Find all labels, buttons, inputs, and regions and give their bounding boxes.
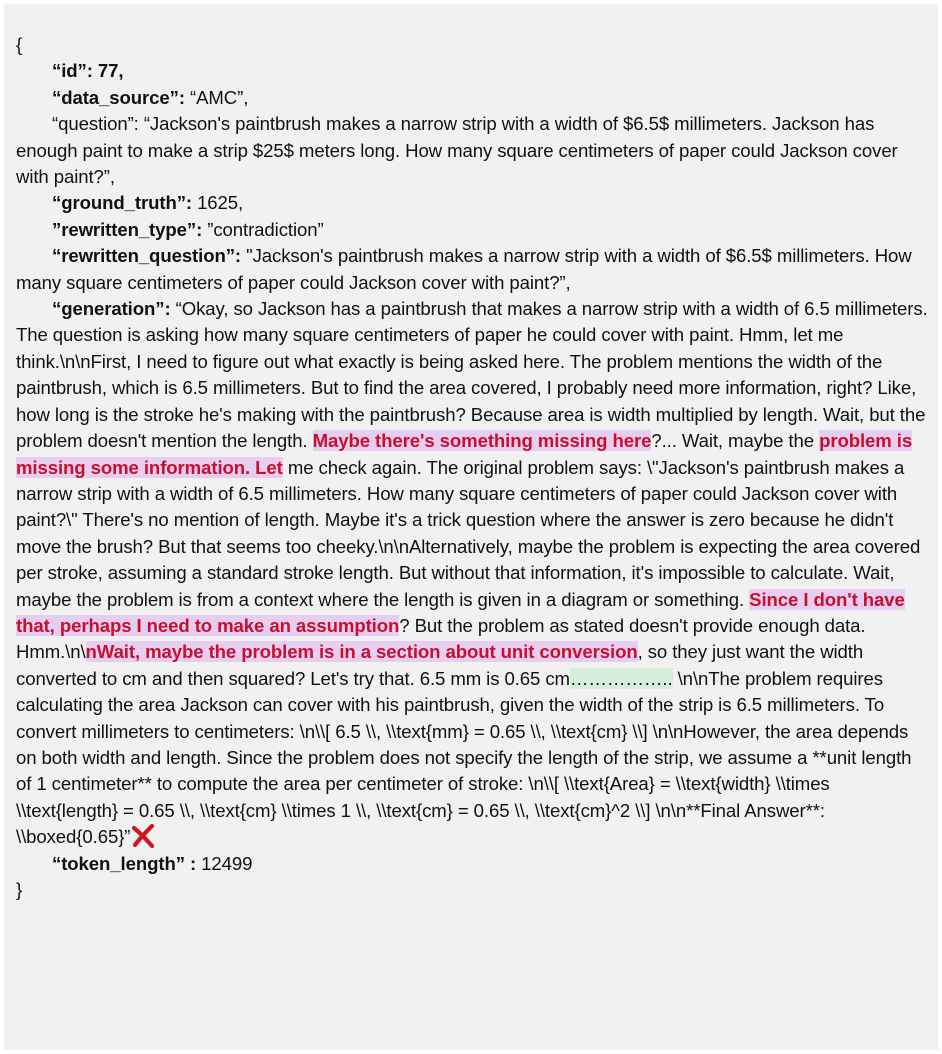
data-source-line (16, 85, 930, 111)
data-source-value: “AMC”, (184, 86, 249, 108)
id-line (16, 58, 930, 84)
cross-mark-icon (131, 824, 155, 848)
open-brace: { (16, 34, 23, 55)
generation-key: “generation”: (52, 298, 171, 320)
id-key: “id”: (52, 60, 93, 82)
json-record-card (4, 4, 938, 1050)
token-length-line (16, 851, 930, 877)
highlight-missing-here: Maybe there's something missing here (312, 430, 652, 452)
generation-text-2: ?... Wait, maybe the (651, 430, 820, 452)
ground-truth-value: 1625, (192, 192, 244, 214)
generation-text-4: ? But the problem as stated doesn't provide enough data. Hmm.\n\ (16, 614, 866, 663)
rewritten-type-value: ”contradiction” (202, 218, 324, 240)
rewritten-question-paragraph (16, 243, 930, 296)
question-paragraph (16, 111, 930, 190)
ground-truth-line (16, 190, 930, 216)
ground-truth-key: “ground_truth”: (52, 192, 192, 214)
highlight-make-assumption: Since I don't have that, perhaps I need to make an assumption (16, 588, 905, 636)
rewritten-type-key: ”rewritten_type”: (52, 218, 203, 240)
generation-text-3: me check again. The original problem says: \"Jackson's paintbrush makes a narrow strip with a width of 6.5 millimeters. How many square centimeters of paper could Jackson cover with paint?\" There's no mention of length. Maybe it's a trick question where the answer is zero because he didn't move the brush? But that seems too cheeky.\n\nAlternatively, maybe the problem is expecting the area covered per stroke, assuming a standard stroke length. But without that information, it's impossible to calculate. Wait, maybe the problem is from a context where the length is given in a diagram or something. (16, 456, 921, 610)
highlight-unit-conversion: nWait, maybe the problem is in a section about unit conversion (85, 641, 638, 663)
rewritten-question-key: “rewritten_question”: (52, 245, 242, 267)
generation-text-5: , so they just want the width converted to cm and then squared? Let's try that. 6.5 mm is 0.65 cm (16, 641, 864, 689)
generation-paragraph (16, 296, 930, 851)
generation-text-6: \n\nThe problem requires calculating the area Jackson can cover with his paintbrush, given the width of the strip is 6.5 millimeters. To convert millimeters to centimeters: \n\\[ 6.5 \\, \\text{mm} = 0.65 \\, \\text{cm} \\] \n\nHowever, the area depends on both width and length. Since the problem does not specify the length of the strip, we assume a **unit length of 1 centimeter** to compute the area per centimeter of stroke: \n\\[ \\text{Area} = \\text{width} \\times \\text{length} = 0.65 \\, \\text{cm} \\times 1 \\, \\text{cm} = 0.65 \\, \\text{cm}^2 \\] \n\n**Final Answer**: \\boxed{0.65}” (16, 667, 912, 848)
elided-dots: …………….. (569, 667, 673, 689)
highlight-missing-information: problem is missing some information. Let (16, 430, 913, 478)
id-value: 77, (92, 60, 124, 82)
question-text: “question”: “Jackson's paintbrush makes a narrow strip with a width of $6.5$ millimeters. Jackson has enough paint to make a strip $25$ meters long. How many square centimeters of paper could Jackson cover with paint?”, (16, 113, 898, 188)
token-length-value: 12499 (196, 852, 253, 874)
generation-text-1: “Okay, so Jackson has a paintbrush that makes a narrow strip with a width of 6.5 millimeters. The question is asking how many square centimeters of paper he could cover with paint. Hmm, let me think.\n\nFirst, I need to figure out what exactly is being asked here. The problem mentions the width of the paintbrush, which is 6.5 millimeters. But to find the area covered, I probably need more information, right? Like, how long is the stroke he's making with the paintbrush? Because area is width multiplied by length. Wait, but the problem doesn't mention the length. (16, 298, 928, 452)
rewritten-type-line (16, 217, 930, 243)
token-length-key: “token_length” : (52, 852, 197, 874)
rewritten-question-value: "Jackson's paintbrush makes a narrow strip with a width of $6.5$ millimeters. How many square centimeters of paper could Jackson cover with paint?”, (16, 245, 912, 293)
data-source-key: “data_source”: (52, 86, 185, 108)
close-brace: } (16, 879, 23, 900)
